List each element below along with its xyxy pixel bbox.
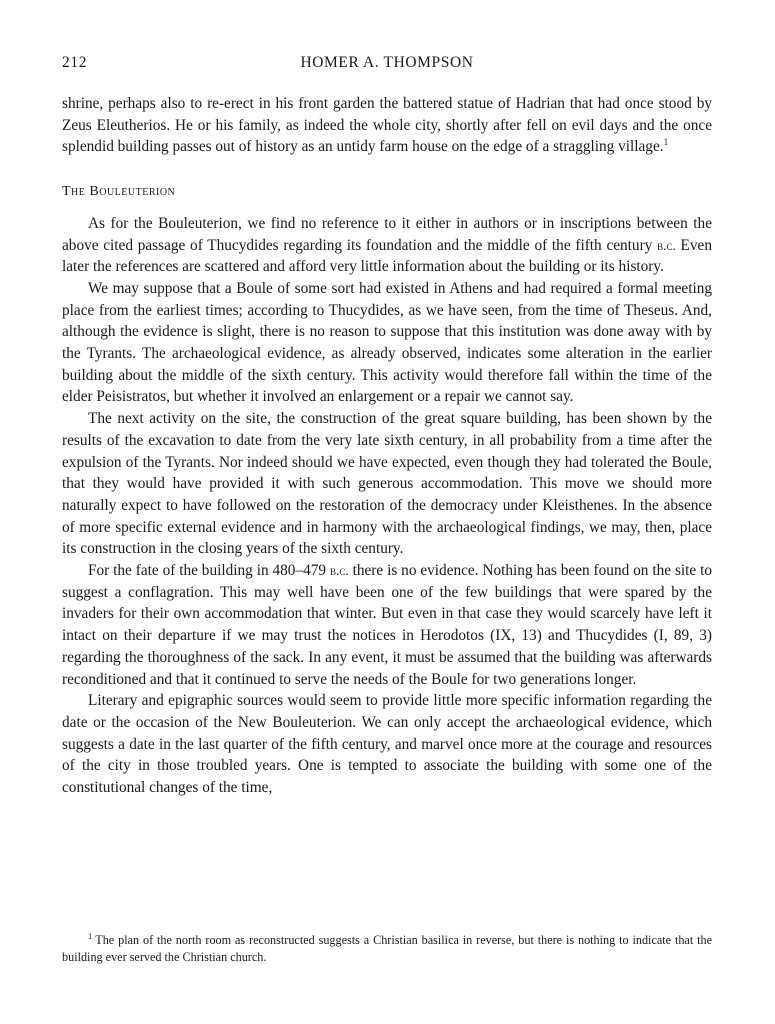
paragraph-2: We may suppose that a Boule of some sort had existed in Athens and had required a formal meeting place from the earliest times; according to Thucydides, as we have seen, from the time of Theseus. And, although the evidence is slight, there is no reason to suppose that this institution was done away with by the Tyrants. The archaeological evidence, as already observed, indicates some alteration in the earlier building about the middle of the sixth century. This activity would therefore fall within the time of the elder Peisistratos, but whether it involved an enlargement or a repair we cannot say. <box>62 279 712 406</box>
paragraph-4 <box>62 560 712 690</box>
running-header <box>62 54 712 78</box>
era-abbreviation: b.c. <box>329 563 349 579</box>
footnote <box>62 932 712 966</box>
footnote-reference: 1 <box>663 137 669 148</box>
paragraph-1 <box>62 213 712 278</box>
paragraph-5: Literary and epigraphic sources would seem to provide little more specific information regarding the date or the occasion of the New Bouleuterion. We can only accept the archaeological evidence, which suggests a date in the last quarter of the fifth century, and marvel once more at the courage and resources of the city in those troubled years. One is tempted to associate the building with some one of the constitutional changes of the time, <box>62 692 712 797</box>
intro-paragraph-text: shrine, perhaps also to re-erect in his front garden the battered statue of Hadrian that had once stood by Zeus Eleutherios. He or his family, as indeed the whole city, shortly after fell on evil days and the once splendid building passes out of history as an untidy farm house on the edge of a straggling village. <box>62 95 712 156</box>
page <box>62 54 712 799</box>
article-body <box>62 93 712 799</box>
running-title: HOMER A. THOMPSON <box>300 54 474 71</box>
footnote-marker: 1 <box>88 930 93 941</box>
paragraph-4-text-b: there is no evidence. Nothing has been found on the site to suggest a conflagration. This may well have been one of the few buildings that were spared by the invaders for their own accommodation that winter. But even in that case they would scarcely have left it intact on their departure if we may trust the notices in Herodotos (IX, 13) and Thucydides (I, 89, 3) regarding the thoroughness of the sack. In any event, it must be assumed that the building was afterwards reconditioned and that it continued to serve the needs of the Boule for two generations longer. <box>62 562 712 688</box>
footnote-text: The plan of the north room as reconstructed suggests a Christian basilica in reverse, but there is nothing to indicate that the building ever served the Christian church. <box>62 933 712 964</box>
era-abbreviation: b.c. <box>657 237 676 253</box>
intro-paragraph <box>62 93 712 158</box>
paragraph-4-text-a: For the fate of the building in 480–479 <box>88 562 330 580</box>
paragraph-1-text-a: As for the Bouleuterion, we find no reference to it either in authors or in inscriptions between the above cited passage of Thucydides regarding its foundation and the middle of the fifth century <box>62 214 712 254</box>
paragraph-1-text-b: Even later the references are scattered and afford very little information about the building or its history. <box>62 236 712 276</box>
page-number: 212 <box>62 54 88 71</box>
paragraph-3: The next activity on the site, the construction of the great square building, has been shown by the results of the excavation to date from the very late sixth century, in all probability from a time after the expulsion of the Tyrants. Nor indeed should we have expected, even though they had tolerated the Boule, that they would have provided it with such generous accommodation. This move we should more naturally expect to have followed on the restoration of the democracy under Kleisthenes. In the absence of more specific external evidence and in harmony with the archaeological findings, we may, then, place its construction in the closing years of the sixth century. <box>62 410 712 558</box>
section-heading: The Bouleuterion <box>62 184 176 200</box>
